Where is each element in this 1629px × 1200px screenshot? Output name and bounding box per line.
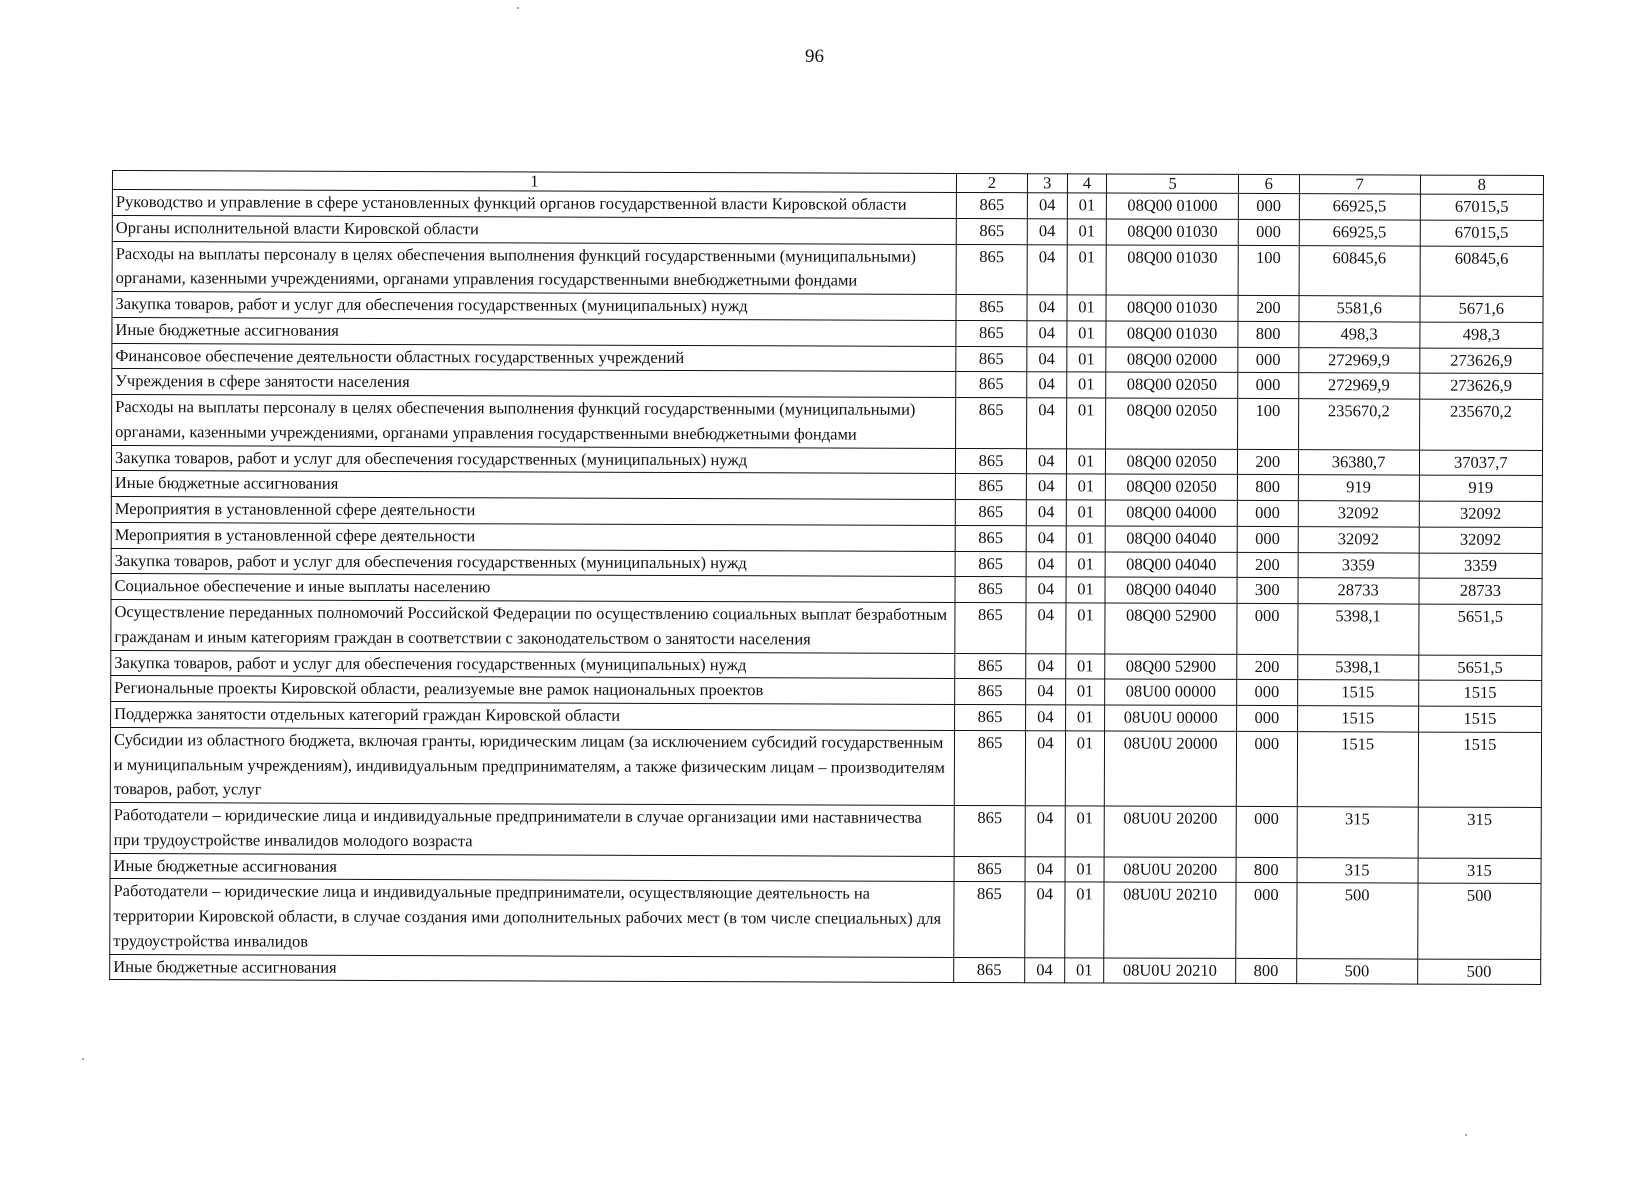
cell-code-section: 04	[1026, 577, 1066, 603]
cell-amount-year1: 235670,2	[1298, 399, 1419, 450]
cell-code-admin: 865	[955, 525, 1026, 551]
cell-amount-year1: 36380,7	[1298, 449, 1419, 475]
cell-code-target: 08Q00 02050	[1106, 372, 1238, 398]
cell-code-target: 08U0U 20200	[1104, 857, 1236, 883]
cell-name: Иные бюджетные ассигнования	[112, 317, 956, 346]
cell-code-target: 08Q00 01030	[1107, 219, 1239, 245]
cell-code-section: 04	[1027, 295, 1067, 321]
cell-code-section: 04	[1025, 882, 1065, 957]
cell-name: Работодатели – юридические лица и индивидуальные предприниматели в случае организации ими наставничества при трудоустройстве инвалидов молодого возраста	[110, 803, 954, 856]
cell-name: Расходы на выплаты персоналу в целях обеспечения выполнения функций государственными (муниципальными) органами, казенными учреждениями, органами управления государственными внебюджетными фондами	[112, 395, 956, 448]
cell-code-subsection: 01	[1066, 398, 1106, 449]
cell-amount-year2: 67015,5	[1420, 220, 1543, 246]
cell-code-section: 04	[1026, 551, 1066, 577]
cell-amount-year1: 1515	[1297, 680, 1418, 706]
cell-code-expense: 000	[1237, 680, 1298, 706]
cell-code-subsection: 01	[1064, 882, 1104, 957]
cell-code-target: 08U0U 20000	[1105, 731, 1237, 807]
cell-code-target: 08U00 00000	[1105, 679, 1237, 705]
cell-amount-year1: 5398,1	[1297, 604, 1418, 655]
cell-code-expense: 200	[1237, 449, 1298, 475]
cell-code-section: 04	[1027, 193, 1067, 219]
table-row	[112, 395, 1543, 450]
cell-amount-year1: 60845,6	[1299, 245, 1420, 296]
cell-amount-year2: 67015,5	[1420, 194, 1543, 220]
cell-code-section: 04	[1026, 653, 1066, 679]
cell-amount-year2: 3359	[1419, 553, 1542, 579]
cell-code-admin: 865	[956, 244, 1027, 295]
cell-amount-year2: 235670,2	[1419, 399, 1542, 450]
cell-amount-year1: 315	[1297, 857, 1418, 883]
page-number: 96	[805, 46, 824, 67]
cell-name: Поддержка занятости отдельных категорий граждан Кировской области	[111, 702, 955, 731]
scan-speck	[517, 7, 519, 9]
cell-code-section: 04	[1025, 731, 1065, 806]
cell-amount-year1: 3359	[1298, 552, 1419, 578]
cell-code-subsection: 01	[1066, 577, 1106, 603]
cell-code-subsection: 01	[1066, 346, 1106, 372]
cell-code-expense: 000	[1238, 347, 1299, 373]
column-header-7: 7	[1299, 175, 1420, 195]
cell-code-admin: 865	[954, 730, 1025, 805]
column-header-2: 2	[956, 173, 1027, 192]
cell-amount-year1: 32092	[1298, 501, 1419, 527]
cell-code-target: 08U0U 00000	[1105, 705, 1237, 731]
cell-name: Закупка товаров, работ и услуг для обеспечения государственных (муниципальных) нужд	[111, 650, 955, 679]
cell-code-target: 08Q00 04040	[1106, 526, 1238, 552]
cell-code-subsection: 01	[1067, 295, 1107, 321]
cell-code-expense: 100	[1238, 245, 1299, 296]
table-row	[110, 803, 1541, 858]
cell-code-section: 04	[1026, 448, 1066, 474]
cell-code-subsection: 01	[1066, 526, 1106, 552]
cell-code-target: 08Q00 02050	[1106, 398, 1238, 449]
cell-name: Региональные проекты Кировской области, реализуемые вне рамок национальных проектов	[111, 676, 955, 705]
cell-name: Расходы на выплаты персоналу в целях обеспечения выполнения функций государственными (муниципальными) органами, казенными учреждениями, органами управления государственными внебюджетными фондами	[112, 241, 956, 294]
cell-code-admin: 865	[954, 806, 1025, 857]
cell-code-expense: 300	[1237, 578, 1298, 604]
cell-code-target: 08Q00 02050	[1106, 449, 1238, 475]
cell-code-subsection: 01	[1066, 372, 1106, 398]
cell-code-subsection: 01	[1066, 500, 1106, 526]
cell-code-expense: 000	[1238, 373, 1299, 399]
scan-speck	[82, 1058, 84, 1060]
cell-name: Субсидии из областного бюджета, включая гранты, юридическим лицам (за исключением субсидий государственным и муниципальным учреждениям), индивидуальным предпринимателям, а также физическим лицам – производителям товаров, работ, услуг	[110, 727, 954, 805]
cell-amount-year2: 32092	[1419, 527, 1542, 553]
cell-code-admin: 865	[955, 653, 1026, 679]
cell-amount-year2: 60845,6	[1420, 246, 1543, 297]
cell-code-expense: 000	[1238, 194, 1299, 220]
cell-code-subsection: 01	[1066, 448, 1106, 474]
cell-amount-year1: 500	[1296, 883, 1417, 959]
cell-code-target: 08Q00 01030	[1106, 321, 1238, 347]
cell-name: Мероприятия в установленной сфере деятельности	[111, 522, 955, 551]
cell-code-subsection: 01	[1067, 193, 1107, 219]
cell-code-section: 04	[1027, 321, 1067, 347]
cell-code-expense: 000	[1237, 706, 1298, 732]
table-row	[110, 879, 1541, 959]
cell-amount-year2: 28733	[1419, 578, 1542, 604]
table-row	[111, 600, 1542, 655]
cell-code-subsection: 01	[1065, 603, 1105, 654]
cell-code-admin: 865	[956, 218, 1027, 244]
cell-code-admin: 865	[956, 320, 1027, 346]
cell-code-section: 04	[1026, 500, 1066, 526]
cell-name: Финансовое обеспечение деятельности областных государственных учреждений	[112, 343, 956, 372]
cell-code-target: 08U0U 20210	[1104, 958, 1236, 984]
cell-code-admin: 865	[955, 705, 1026, 731]
column-header-4: 4	[1067, 174, 1107, 193]
cell-name: Работодатели – юридические лица и индивидуальные предприниматели, осуществляющие деятельность на территории Кировской области, в случае создания ими дополнительных рабочих мест (в том числе специальных) для трудоустройства инвалидов	[110, 879, 954, 957]
cell-code-target: 08Q00 02050	[1106, 474, 1238, 500]
cell-code-expense: 200	[1237, 552, 1298, 578]
cell-amount-year2: 500	[1417, 883, 1541, 959]
cell-amount-year1: 66925,5	[1299, 194, 1420, 220]
cell-amount-year2: 5671,6	[1420, 296, 1543, 322]
cell-code-target: 08Q00 01030	[1106, 245, 1238, 296]
cell-code-admin: 865	[954, 957, 1025, 983]
cell-amount-year1: 500	[1296, 958, 1417, 984]
cell-code-target: 08Q00 04040	[1105, 577, 1237, 603]
cell-name: Учреждения в сфере занятости населения	[112, 369, 956, 398]
cell-name: Мероприятия в установленной сфере деятельности	[111, 497, 955, 526]
cell-code-admin: 865	[956, 346, 1027, 372]
cell-amount-year1: 32092	[1298, 527, 1419, 553]
cell-code-target: 08Q00 01000	[1107, 193, 1239, 219]
cell-code-section: 04	[1027, 398, 1067, 449]
cell-amount-year1: 272969,9	[1298, 373, 1419, 399]
cell-code-section: 04	[1027, 372, 1067, 398]
cell-code-admin: 865	[955, 603, 1026, 654]
cell-code-subsection: 01	[1066, 551, 1106, 577]
cell-name: Осуществление переданных полномочий Российской Федерации по осуществлению социальных выплат безработным гражданам и иным категориям граждан в соответствии с законодательством о занятости населения	[111, 600, 955, 653]
cell-code-section: 04	[1026, 679, 1066, 705]
cell-code-subsection: 01	[1067, 219, 1107, 245]
cell-code-section: 04	[1026, 603, 1066, 654]
table-row	[110, 727, 1541, 807]
cell-amount-year2: 1515	[1418, 706, 1541, 732]
cell-code-expense: 000	[1236, 883, 1297, 958]
cell-code-section: 04	[1025, 806, 1065, 857]
cell-amount-year2: 37037,7	[1419, 450, 1542, 476]
cell-code-section: 04	[1027, 219, 1067, 245]
cell-name: Иные бюджетные ассигнования	[111, 471, 955, 500]
cell-code-expense: 800	[1236, 857, 1297, 883]
cell-code-expense: 200	[1238, 296, 1299, 322]
cell-name: Органы исполнительной власти Кировской области	[112, 215, 956, 244]
cell-amount-year2: 5651,5	[1419, 604, 1542, 655]
cell-code-target: 08Q00 02000	[1106, 347, 1238, 373]
cell-code-expense: 200	[1237, 654, 1298, 680]
cell-amount-year2: 1515	[1418, 732, 1542, 808]
cell-code-target: 08Q00 04000	[1106, 500, 1238, 526]
cell-code-subsection: 01	[1067, 244, 1107, 295]
cell-code-admin: 865	[956, 295, 1027, 321]
cell-code-expense: 000	[1237, 526, 1298, 552]
cell-name: Закупка товаров, работ и услуг для обеспечения государственных (муниципальных) нужд	[112, 292, 956, 321]
cell-amount-year2: 919	[1419, 475, 1542, 501]
table-row	[112, 241, 1543, 296]
cell-amount-year1: 919	[1298, 475, 1419, 501]
cell-amount-year1: 498,3	[1298, 322, 1419, 348]
column-header-6: 6	[1238, 174, 1299, 193]
cell-amount-year2: 5651,5	[1418, 655, 1541, 681]
cell-code-subsection: 01	[1064, 957, 1104, 983]
cell-code-section: 04	[1026, 526, 1066, 552]
cell-code-subsection: 01	[1065, 705, 1105, 731]
cell-code-expense: 100	[1238, 399, 1299, 450]
cell-code-section: 04	[1027, 346, 1067, 372]
cell-name: Закупка товаров, работ и услуг для обеспечения государственных (муниципальных) нужд	[111, 445, 955, 474]
cell-amount-year2: 1515	[1418, 680, 1541, 706]
cell-code-admin: 865	[956, 398, 1027, 449]
cell-code-target: 08U0U 20210	[1104, 882, 1236, 958]
scan-speck	[1465, 1134, 1467, 1136]
cell-code-subsection: 01	[1065, 856, 1105, 882]
cell-code-section: 04	[1025, 856, 1065, 882]
cell-code-admin: 865	[955, 474, 1026, 500]
cell-amount-year2: 498,3	[1420, 322, 1543, 348]
cell-name: Социальное обеспечение и иные выплаты населению	[111, 574, 955, 603]
cell-code-admin: 865	[956, 372, 1027, 398]
cell-code-expense: 000	[1236, 807, 1297, 858]
cell-amount-year1: 1515	[1297, 732, 1418, 808]
cell-code-admin: 865	[955, 679, 1026, 705]
cell-code-subsection: 01	[1065, 679, 1105, 705]
cell-code-subsection: 01	[1065, 806, 1105, 857]
column-header-1: 1	[112, 171, 956, 193]
cell-amount-year2: 273626,9	[1420, 348, 1543, 374]
cell-code-target: 08Q00 52900	[1105, 603, 1237, 654]
cell-code-section: 04	[1026, 474, 1066, 500]
cell-code-target: 08Q00 52900	[1105, 654, 1237, 680]
cell-code-expense: 000	[1237, 604, 1298, 655]
cell-amount-year1: 1515	[1297, 706, 1418, 732]
cell-amount-year1: 5581,6	[1299, 296, 1420, 322]
cell-code-subsection: 01	[1065, 731, 1105, 806]
cell-amount-year2: 273626,9	[1419, 373, 1542, 399]
column-header-8: 8	[1420, 175, 1543, 195]
cell-code-section: 04	[1026, 705, 1066, 731]
cell-code-subsection: 01	[1066, 474, 1106, 500]
cell-code-expense: 800	[1236, 958, 1297, 984]
cell-amount-year2: 500	[1417, 959, 1540, 985]
cell-amount-year1: 28733	[1298, 578, 1419, 604]
cell-amount-year1: 5398,1	[1297, 654, 1418, 680]
cell-code-subsection: 01	[1065, 653, 1105, 679]
cell-code-target: 08Q00 01030	[1106, 295, 1238, 321]
cell-code-admin: 865	[955, 551, 1026, 577]
column-header-5: 5	[1107, 174, 1239, 194]
cell-code-expense: 000	[1236, 731, 1297, 806]
cell-amount-year2: 32092	[1419, 501, 1542, 527]
cell-code-section: 04	[1027, 244, 1067, 295]
cell-code-admin: 865	[955, 500, 1026, 526]
cell-code-target: 08Q00 04040	[1105, 552, 1237, 578]
cell-amount-year1: 315	[1297, 807, 1418, 858]
cell-name: Иные бюджетные ассигнования	[110, 954, 954, 983]
cell-code-admin: 865	[955, 577, 1026, 603]
cell-amount-year2: 315	[1418, 807, 1541, 858]
cell-code-subsection: 01	[1067, 321, 1107, 347]
cell-code-admin: 865	[954, 882, 1025, 957]
cell-code-admin: 865	[955, 448, 1026, 474]
cell-name: Иные бюджетные ассигнования	[110, 853, 954, 882]
cell-code-admin: 865	[954, 856, 1025, 882]
cell-code-target: 08U0U 20200	[1104, 806, 1236, 857]
cell-code-section: 04	[1025, 957, 1065, 983]
cell-name: Руководство и управление в сфере установленных функций органов государственной власти Кировской области	[112, 190, 956, 219]
cell-amount-year1: 272969,9	[1298, 347, 1419, 373]
cell-code-expense: 800	[1237, 475, 1298, 501]
cell-code-admin: 865	[956, 193, 1027, 219]
table-body	[110, 190, 1544, 985]
cell-code-expense: 800	[1238, 321, 1299, 347]
cell-amount-year1: 66925,5	[1299, 220, 1420, 246]
cell-name: Закупка товаров, работ и услуг для обеспечения государственных (муниципальных) нужд	[111, 548, 955, 577]
cell-code-expense: 000	[1238, 219, 1299, 245]
column-header-3: 3	[1027, 174, 1067, 193]
table-row	[110, 954, 1541, 985]
cell-amount-year2: 315	[1418, 858, 1541, 884]
cell-code-expense: 000	[1237, 501, 1298, 527]
budget-table	[109, 170, 1544, 985]
